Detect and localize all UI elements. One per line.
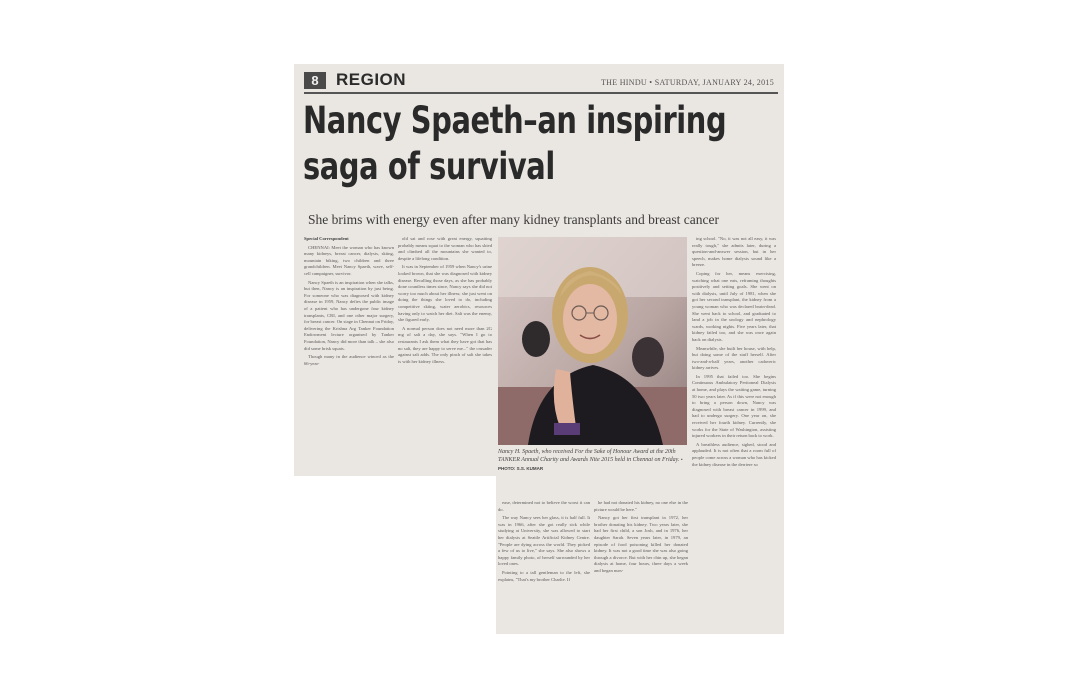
subheadline: She brims with energy even after many kidney transplants and breast cancer xyxy=(308,212,719,227)
paragraph: old sat and rose with great energy, squatting probably means squat to the woman who has skied and climbed all the mountains she wanted to, despite a lifelong condition. xyxy=(398,236,492,261)
paragraph: ease, determined not to believe the worst it can do. xyxy=(498,500,590,512)
paragraph: In 1995 that failed too. She begins Continuous Ambulatory Peritoneal Dialysis at home, and plays the waiting game, turning 50 two years later. As if this were not enough to bring a person down, Nancy was diagnosed with breast cancer in 1999, and had to undergo surgery. One year on, she received her fourth kidney. Currently, she works for the State of Washington, assisting injured workers in their return back to work. xyxy=(692,373,776,439)
paragraph: Coping for her, means exercising, watching what one eats, reframing thoughts positively and setting goals. She went on with dialysis, until July of 1981, when she got her second transplant, the kidney from a young woman who was declared brain-dead. She went back to school, and graduated to land a job in the urology and nephrology wards, working nights. Five years later, that kidney failed too, and she was once again back on dialysis. xyxy=(692,270,776,342)
headline-line-1: Nancy Spaeth–an inspiring xyxy=(303,99,727,142)
masthead xyxy=(304,70,778,92)
paragraph: Though many in the audience winced as the 66-year- xyxy=(304,354,394,366)
byline: Special Correspondent xyxy=(304,236,349,241)
page-number: 8 xyxy=(304,72,326,89)
paragraph: he had not donated his kidney, no one else in the picture would be here." xyxy=(594,500,688,512)
section-title: REGION xyxy=(336,70,407,89)
article-column-2 xyxy=(398,236,492,468)
article-column-4 xyxy=(498,500,590,628)
photo-credit: • PHOTO: S.S. KUMAR xyxy=(498,457,683,471)
article-column-5 xyxy=(594,500,688,628)
article-column-1 xyxy=(304,236,394,468)
caption-text: Nancy H. Spaeth, who received For the Sake of Honour Award at the 20th TANKER Annual Charity and Awards Nite 2015 held in Chennai on Friday. xyxy=(498,449,680,464)
paragraph: Meanwhile, she built her house, with help, but doing some of the stuff herself. After two-and-a-half years, another cadaveric kidney arrives. xyxy=(692,345,776,371)
dateline: THE HINDU • SATURDAY, JANUARY 24, 2015 xyxy=(600,78,774,87)
photo-nancy-spaeth xyxy=(498,237,687,445)
paragraph: ing school. "No, it was not all easy, it was really tough," she admits later, during a question-and-answer session, but in her speech, makes home dialysis sound like a breeze. xyxy=(692,236,776,268)
portrait-illustration xyxy=(498,237,687,445)
headline-line-2: saga of survival xyxy=(303,145,555,188)
masthead-rule xyxy=(304,92,778,94)
paragraph: Pointing to a tall gentleman to the left, she explains, "That's my brother Charlie. If xyxy=(498,569,590,582)
paragraph: A breathless audience, sighed, stood and applauded. It is not often that a room full of people come across a woman who has kicked the kidney disease in the derriere so xyxy=(692,441,776,467)
headline xyxy=(303,98,727,190)
paragraph: The way Nancy sees her glass, it is half full. It was in 1966, after she got really sick while studying at University, she was allowed to start her dialysis at Seattle Artificial Kidney Centre. "People are dying across the world. They picked a few of us to live," she says. She also shows a happy family photo, of herself surrounded by her loved ones. xyxy=(498,515,590,567)
paragraph: Nancy Spaeth is an inspiration when she talks, but then, Nancy is an inspiration by just being. For someone who was diagnosed with kidney disease in 1959, Nancy defies the public image of a patient who has undergone four kidney transplants, CRI, and one other major surgery, for breast cancer. On stage in Chennai on Friday, delivering the Krishna Arg Tanker Foundation Endowment lecture organised by Tanker Foundation, Nancy did more than talk – she also did some brisk squats. xyxy=(304,279,394,351)
paragraph: It was in September of 1959 when Nancy's urine looked brown, that she was diagnosed with kidney disease. Recalling those days, as she has probably done countless times since, Nancy says she did not worry too much about her illness; she just went on doing the things she loved to do, including competitive skiing, water aerobics, resources having only to watch her diet. Salt was the enemy, she figured early. xyxy=(398,264,492,323)
paragraph: Nancy got her first transplant in 1972, her brother donating his kidney. Two years later, she had her first child, a son Josh, and in 1976, her daughter Sarah. Seven years later, in 1979, an episode of food poisoning killed her donated kidney. It was not a good time she was also going through a divorce. But with her chin up, she began dialysis at home, four hours, three days a week and began nurs- xyxy=(594,515,688,573)
article-column-3 xyxy=(692,236,776,628)
paragraph: A normal person does not need more than 2G mg of salt a day, she says. "When I go to restaurants I ask them what they have got that has no salt, they are happy to serve me..." the crusader against salt adds. The only pinch of salt she takes is with her kidney illness. xyxy=(398,325,492,364)
photo-caption xyxy=(498,449,688,473)
paragraph: CHENNAI: Meet the woman who has known many kidneys, breast cancer, dialysis, skiing, mountain biking, two children and three grandchildren. Meet Nancy Spaeth, wave, self-cell campaigner, survivor. xyxy=(304,244,394,276)
